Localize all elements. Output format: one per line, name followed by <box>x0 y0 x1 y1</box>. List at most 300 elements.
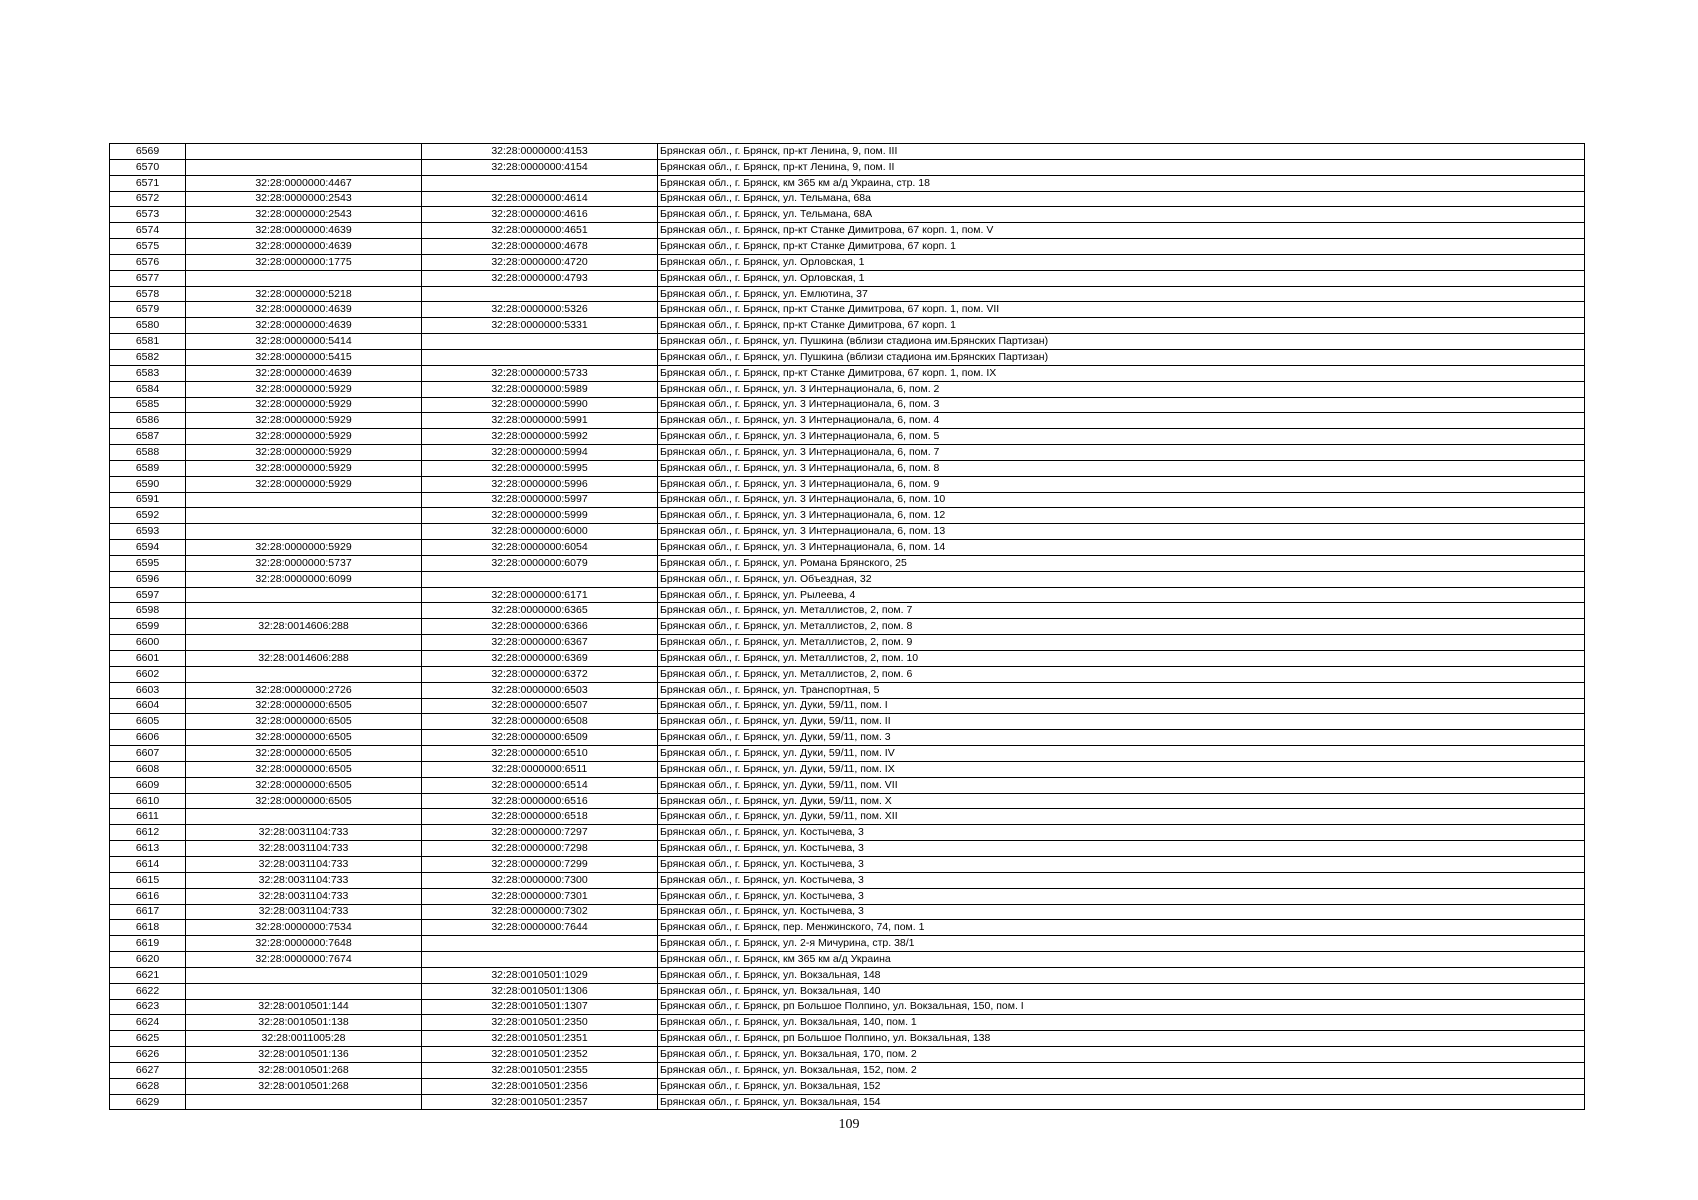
row-number-cell: 6587 <box>110 429 186 445</box>
building-cadastral-number-cell: 32:28:0000000:5997 <box>422 492 658 508</box>
building-cadastral-number-cell: 32:28:0000000:7302 <box>422 904 658 920</box>
address-cell: Брянская обл., г. Брянск, км 365 км а/д Украина, стр. 18 <box>660 176 930 189</box>
row-number-cell: 6627 <box>110 1062 186 1078</box>
registry-table-body <box>110 144 1585 1110</box>
address-cell: Брянская обл., г. Брянск, ул. Вокзальная, 152 <box>660 1079 881 1092</box>
land-cadastral-number-cell <box>186 508 422 524</box>
row-number-cell: 6590 <box>110 476 186 492</box>
address-cell: Брянская обл., г. Брянск, ул. 3 Интернационала, 6, пом. 9 <box>660 477 940 490</box>
address-cell: Брянская обл., г. Брянск, пр-кт Ленина, 9, пом. III <box>660 144 898 157</box>
table-row <box>110 476 1585 492</box>
table-row <box>110 191 1585 207</box>
table-row <box>110 1078 1585 1094</box>
address-cell: Брянская обл., г. Брянск, ул. Дуки, 59/11, пом. II <box>660 715 891 728</box>
land-cadastral-number-cell: 32:28:0000000:7674 <box>186 952 422 968</box>
table-row <box>110 714 1585 730</box>
row-number-cell: 6602 <box>110 666 186 682</box>
table-row <box>110 888 1585 904</box>
row-number-cell: 6608 <box>110 761 186 777</box>
building-cadastral-number-cell: 32:28:0000000:5994 <box>422 445 658 461</box>
table-row <box>110 302 1585 318</box>
building-cadastral-number-cell <box>422 936 658 952</box>
address-cell: Брянская обл., г. Брянск, ул. Дуки, 59/11, пом. I <box>660 699 888 712</box>
table-row <box>110 1094 1585 1110</box>
table-row <box>110 698 1585 714</box>
land-cadastral-number-cell <box>186 666 422 682</box>
land-cadastral-number-cell: 32:28:0031104:733 <box>186 856 422 872</box>
table-row <box>110 651 1585 667</box>
land-cadastral-number-cell: 32:28:0000000:1775 <box>186 254 422 270</box>
address-cell: Брянская обл., г. Брянск, пр-кт Станке Димитрова, 67 корп. 1 <box>660 239 956 252</box>
land-cadastral-number-cell: 32:28:0000000:5929 <box>186 397 422 413</box>
land-cadastral-number-cell <box>186 635 422 651</box>
building-cadastral-number-cell: 32:28:0000000:4720 <box>422 254 658 270</box>
land-cadastral-number-cell: 32:28:0000000:6505 <box>186 698 422 714</box>
table-row <box>110 793 1585 809</box>
row-number-cell: 6582 <box>110 349 186 365</box>
address-cell: Брянская обл., г. Брянск, ул. Пушкина (вблизи стадиона им.Брянских Партизан) <box>660 335 1049 348</box>
row-number-cell: 6581 <box>110 334 186 350</box>
row-number-cell: 6589 <box>110 460 186 476</box>
address-cell: Брянская обл., г. Брянск, ул. Вокзальная, 154 <box>660 1095 881 1108</box>
land-cadastral-number-cell: 32:28:0000000:4639 <box>186 365 422 381</box>
building-cadastral-number-cell: 32:28:0000000:6507 <box>422 698 658 714</box>
land-cadastral-number-cell: 32:28:0010501:268 <box>186 1062 422 1078</box>
table-row <box>110 746 1585 762</box>
building-cadastral-number-cell: 32:28:0010501:1029 <box>422 967 658 983</box>
table-row <box>110 635 1585 651</box>
table-row <box>110 381 1585 397</box>
building-cadastral-number-cell: 32:28:0000000:6367 <box>422 635 658 651</box>
building-cadastral-number-cell: 32:28:0000000:6171 <box>422 587 658 603</box>
land-cadastral-number-cell: 32:28:0031104:733 <box>186 825 422 841</box>
building-cadastral-number-cell: 32:28:0000000:5989 <box>422 381 658 397</box>
table-row <box>110 571 1585 587</box>
row-number-cell: 6622 <box>110 983 186 999</box>
address-cell: Брянская обл., г. Брянск, ул. Вокзальная, 152, пом. 2 <box>660 1063 917 1076</box>
building-cadastral-number-cell <box>422 334 658 350</box>
land-cadastral-number-cell: 32:28:0031104:733 <box>186 904 422 920</box>
land-cadastral-number-cell <box>186 159 422 175</box>
land-cadastral-number-cell: 32:28:0010501:136 <box>186 1047 422 1063</box>
address-cell: Брянская обл., г. Брянск, ул. Емлютина, 37 <box>660 287 868 300</box>
address-cell: Брянская обл., г. Брянск, рп Большое Полпино, ул. Вокзальная, 138 <box>660 1032 991 1045</box>
building-cadastral-number-cell: 32:28:0000000:5992 <box>422 429 658 445</box>
building-cadastral-number-cell: 32:28:0000000:7300 <box>422 872 658 888</box>
building-cadastral-number-cell: 32:28:0000000:5326 <box>422 302 658 318</box>
land-cadastral-number-cell: 32:28:0010501:144 <box>186 999 422 1015</box>
address-cell: Брянская обл., г. Брянск, ул. Костычева, 3 <box>660 826 864 839</box>
row-number-cell: 6620 <box>110 952 186 968</box>
table-row <box>110 809 1585 825</box>
table-row <box>110 777 1585 793</box>
address-cell: Брянская обл., г. Брянск, ул. 3 Интернационала, 6, пом. 8 <box>660 461 940 474</box>
table-row <box>110 413 1585 429</box>
row-number-cell: 6575 <box>110 239 186 255</box>
table-row <box>110 999 1585 1015</box>
address-cell: Брянская обл., г. Брянск, ул. Костычева, 3 <box>660 857 864 870</box>
table-row <box>110 429 1585 445</box>
table-row <box>110 872 1585 888</box>
land-cadastral-number-cell: 32:28:0000000:4639 <box>186 223 422 239</box>
table-row <box>110 334 1585 350</box>
building-cadastral-number-cell: 32:28:0000000:5999 <box>422 508 658 524</box>
row-number-cell: 6570 <box>110 159 186 175</box>
address-cell: Брянская обл., г. Брянск, ул. 3 Интернационала, 6, пом. 5 <box>660 430 940 443</box>
land-cadastral-number-cell: 32:28:0000000:7534 <box>186 920 422 936</box>
table-row <box>110 445 1585 461</box>
row-number-cell: 6574 <box>110 223 186 239</box>
land-cadastral-number-cell: 32:28:0000000:2543 <box>186 207 422 223</box>
land-cadastral-number-cell: 32:28:0000000:5414 <box>186 334 422 350</box>
address-cell: Брянская обл., г. Брянск, ул. Дуки, 59/11, пом. VII <box>660 778 898 791</box>
row-number-cell: 6609 <box>110 777 186 793</box>
row-number-cell: 6604 <box>110 698 186 714</box>
row-number-cell: 6610 <box>110 793 186 809</box>
table-row <box>110 825 1585 841</box>
address-cell: Брянская обл., г. Брянск, ул. Транспортная, 5 <box>660 683 880 696</box>
row-number-cell: 6615 <box>110 872 186 888</box>
land-cadastral-number-cell: 32:28:0000000:4467 <box>186 175 422 191</box>
address-cell: Брянская обл., г. Брянск, ул. Дуки, 59/11, пом. XII <box>660 810 898 823</box>
address-cell: Брянская обл., г. Брянск, ул. Вокзальная, 140, пом. 1 <box>660 1016 917 1029</box>
building-cadastral-number-cell: 32:28:0000000:5996 <box>422 476 658 492</box>
row-number-cell: 6617 <box>110 904 186 920</box>
building-cadastral-number-cell: 32:28:0000000:4614 <box>422 191 658 207</box>
building-cadastral-number-cell: 32:28:0010501:2351 <box>422 1031 658 1047</box>
building-cadastral-number-cell: 32:28:0000000:7644 <box>422 920 658 936</box>
address-cell: Брянская обл., г. Брянск, ул. Орловская, 1 <box>660 271 865 284</box>
address-cell: Брянская обл., г. Брянск, ул. Металлистов, 2, пом. 6 <box>660 667 913 680</box>
table-row <box>110 318 1585 334</box>
building-cadastral-number-cell <box>422 175 658 191</box>
address-cell: Брянская обл., г. Брянск, пр-кт Станке Димитрова, 67 корп. 1, пом. V <box>660 224 994 237</box>
land-cadastral-number-cell <box>186 1094 422 1110</box>
building-cadastral-number-cell: 32:28:0000000:6366 <box>422 619 658 635</box>
registry-table <box>109 143 1585 1110</box>
land-cadastral-number-cell: 32:28:0031104:733 <box>186 888 422 904</box>
row-number-cell: 6625 <box>110 1031 186 1047</box>
table-row <box>110 175 1585 191</box>
address-cell: Брянская обл., г. Брянск, рп Большое Полпино, ул. Вокзальная, 150, пом. I <box>660 1000 1024 1013</box>
building-cadastral-number-cell: 32:28:0000000:6372 <box>422 666 658 682</box>
land-cadastral-number-cell: 32:28:0000000:5929 <box>186 540 422 556</box>
table-row <box>110 603 1585 619</box>
table-row <box>110 587 1585 603</box>
building-cadastral-number-cell <box>422 286 658 302</box>
address-cell: Брянская обл., г. Брянск, ул. Вокзальная, 170, пом. 2 <box>660 1048 917 1061</box>
address-cell: Брянская обл., г. Брянск, ул. Рылеева, 4 <box>660 588 856 601</box>
building-cadastral-number-cell <box>422 952 658 968</box>
table-row <box>110 841 1585 857</box>
address-cell: Брянская обл., г. Брянск, ул. Металлистов, 2, пом. 7 <box>660 604 913 617</box>
table-row <box>110 540 1585 556</box>
land-cadastral-number-cell: 32:28:0014606:288 <box>186 651 422 667</box>
building-cadastral-number-cell: 32:28:0000000:5733 <box>422 365 658 381</box>
building-cadastral-number-cell: 32:28:0000000:7299 <box>422 856 658 872</box>
building-cadastral-number-cell: 32:28:0000000:7301 <box>422 888 658 904</box>
land-cadastral-number-cell: 32:28:0000000:6505 <box>186 714 422 730</box>
land-cadastral-number-cell: 32:28:0000000:6099 <box>186 571 422 587</box>
address-cell: Брянская обл., г. Брянск, ул. Дуки, 59/11, пом. IV <box>660 746 895 759</box>
building-cadastral-number-cell: 32:28:0000000:5995 <box>422 460 658 476</box>
table-row <box>110 952 1585 968</box>
table-row <box>110 1047 1585 1063</box>
table-row <box>110 904 1585 920</box>
address-cell: Брянская обл., г. Брянск, ул. Орловская, 1 <box>660 255 865 268</box>
row-number-cell: 6613 <box>110 841 186 857</box>
land-cadastral-number-cell: 32:28:0000000:5737 <box>186 555 422 571</box>
building-cadastral-number-cell: 32:28:0000000:6508 <box>422 714 658 730</box>
land-cadastral-number-cell: 32:28:0000000:5929 <box>186 413 422 429</box>
row-number-cell: 6583 <box>110 365 186 381</box>
table-row <box>110 1031 1585 1047</box>
row-number-cell: 6580 <box>110 318 186 334</box>
table-row <box>110 349 1585 365</box>
address-cell: Брянская обл., г. Брянск, ул. 3 Интернационала, 6, пом. 14 <box>660 541 946 554</box>
row-number-cell: 6584 <box>110 381 186 397</box>
row-number-cell: 6586 <box>110 413 186 429</box>
page-number: 109 <box>838 1117 860 1132</box>
row-number-cell: 6595 <box>110 555 186 571</box>
address-cell: Брянская обл., г. Брянск, км 365 км а/д Украина <box>660 952 891 965</box>
table-row <box>110 207 1585 223</box>
land-cadastral-number-cell <box>186 809 422 825</box>
address-cell: Брянская обл., г. Брянск, ул. 2-я Мичурина, стр. 38/1 <box>660 937 915 950</box>
row-number-cell: 6621 <box>110 967 186 983</box>
row-number-cell: 6607 <box>110 746 186 762</box>
land-cadastral-number-cell: 32:28:0000000:6505 <box>186 777 422 793</box>
row-number-cell: 6611 <box>110 809 186 825</box>
row-number-cell: 6571 <box>110 175 186 191</box>
table-row <box>110 492 1585 508</box>
table-row <box>110 666 1585 682</box>
row-number-cell: 6605 <box>110 714 186 730</box>
row-number-cell: 6600 <box>110 635 186 651</box>
row-number-cell: 6578 <box>110 286 186 302</box>
land-cadastral-number-cell: 32:28:0000000:7648 <box>186 936 422 952</box>
address-cell: Брянская обл., г. Брянск, ул. 3 Интернационала, 6, пом. 2 <box>660 382 940 395</box>
building-cadastral-number-cell: 32:28:0000000:7298 <box>422 841 658 857</box>
land-cadastral-number-cell: 32:28:0000000:6505 <box>186 793 422 809</box>
row-number-cell: 6598 <box>110 603 186 619</box>
address-cell: Брянская обл., г. Брянск, ул. Металлистов, 2, пом. 8 <box>660 620 913 633</box>
table-row <box>110 1015 1585 1031</box>
table-row <box>110 856 1585 872</box>
address-cell: Брянская обл., г. Брянск, ул. Костычева, 3 <box>660 873 864 886</box>
building-cadastral-number-cell: 32:28:0000000:6509 <box>422 730 658 746</box>
building-cadastral-number-cell: 32:28:0000000:6511 <box>422 761 658 777</box>
address-cell: Брянская обл., г. Брянск, ул. Тельмана, 68а <box>660 192 871 205</box>
address-cell: Брянская обл., г. Брянск, пр-кт Станке Димитрова, 67 корп. 1 <box>660 319 956 332</box>
land-cadastral-number-cell <box>186 270 422 286</box>
land-cadastral-number-cell: 32:28:0014606:288 <box>186 619 422 635</box>
land-cadastral-number-cell: 32:28:0000000:4639 <box>186 318 422 334</box>
address-cell: Брянская обл., г. Брянск, ул. Романа Брянского, 25 <box>660 556 907 569</box>
address-cell: Брянская обл., г. Брянск, пр-кт Станке Димитрова, 67 корп. 1, пом. IX <box>660 366 997 379</box>
table-row <box>110 508 1585 524</box>
row-number-cell: 6592 <box>110 508 186 524</box>
table-row <box>110 239 1585 255</box>
address-cell: Брянская обл., г. Брянск, пр-кт Станке Димитрова, 67 корп. 1, пом. VII <box>660 303 1000 316</box>
land-cadastral-number-cell: 32:28:0000000:4639 <box>186 239 422 255</box>
table-row <box>110 223 1585 239</box>
address-cell: Брянская обл., г. Брянск, ул. Дуки, 59/11, пом. 3 <box>660 731 891 744</box>
building-cadastral-number-cell: 32:28:0000000:7297 <box>422 825 658 841</box>
land-cadastral-number-cell: 32:28:0011005:28 <box>186 1031 422 1047</box>
land-cadastral-number-cell <box>186 144 422 160</box>
address-cell: Брянская обл., г. Брянск, ул. Объездная, 32 <box>660 572 872 585</box>
building-cadastral-number-cell <box>422 349 658 365</box>
row-number-cell: 6594 <box>110 540 186 556</box>
building-cadastral-number-cell: 32:28:0000000:6516 <box>422 793 658 809</box>
row-number-cell: 6618 <box>110 920 186 936</box>
row-number-cell: 6591 <box>110 492 186 508</box>
land-cadastral-number-cell: 32:28:0000000:6505 <box>186 730 422 746</box>
row-number-cell: 6573 <box>110 207 186 223</box>
row-number-cell: 6579 <box>110 302 186 318</box>
row-number-cell: 6572 <box>110 191 186 207</box>
address-cell: Брянская обл., г. Брянск, ул. 3 Интернационала, 6, пом. 10 <box>660 493 946 506</box>
table-row <box>110 524 1585 540</box>
building-cadastral-number-cell: 32:28:0000000:4616 <box>422 207 658 223</box>
address-cell: Брянская обл., г. Брянск, пр-кт Ленина, 9, пом. II <box>660 160 895 173</box>
building-cadastral-number-cell: 32:28:0000000:6000 <box>422 524 658 540</box>
address-cell: Брянская обл., г. Брянск, ул. 3 Интернационала, 6, пом. 3 <box>660 398 940 411</box>
row-number-cell: 6629 <box>110 1094 186 1110</box>
table-row <box>110 460 1585 476</box>
building-cadastral-number-cell: 32:28:0000000:5991 <box>422 413 658 429</box>
table-row <box>110 365 1585 381</box>
building-cadastral-number-cell: 32:28:0010501:2356 <box>422 1078 658 1094</box>
row-number-cell: 6616 <box>110 888 186 904</box>
table-row <box>110 286 1585 302</box>
building-cadastral-number-cell: 32:28:0010501:2352 <box>422 1047 658 1063</box>
building-cadastral-number-cell: 32:28:0000000:5990 <box>422 397 658 413</box>
land-cadastral-number-cell: 32:28:0031104:733 <box>186 872 422 888</box>
building-cadastral-number-cell: 32:28:0000000:6054 <box>422 540 658 556</box>
row-number-cell: 6619 <box>110 936 186 952</box>
land-cadastral-number-cell: 32:28:0031104:733 <box>186 841 422 857</box>
address-cell: Брянская обл., г. Брянск, ул. Металлистов, 2, пом. 10 <box>660 651 919 664</box>
address-cell: Брянская обл., г. Брянск, ул. Дуки, 59/11, пом. X <box>660 794 892 807</box>
building-cadastral-number-cell: 32:28:0010501:2355 <box>422 1062 658 1078</box>
building-cadastral-number-cell: 32:28:0000000:6079 <box>422 555 658 571</box>
row-number-cell: 6614 <box>110 856 186 872</box>
building-cadastral-number-cell: 32:28:0010501:2350 <box>422 1015 658 1031</box>
table-row <box>110 555 1585 571</box>
building-cadastral-number-cell: 32:28:0000000:4793 <box>422 270 658 286</box>
building-cadastral-number-cell: 32:28:0000000:6518 <box>422 809 658 825</box>
address-cell: Брянская обл., г. Брянск, ул. 3 Интернационала, 6, пом. 4 <box>660 414 940 427</box>
table-row <box>110 730 1585 746</box>
row-number-cell: 6603 <box>110 682 186 698</box>
table-row <box>110 1062 1585 1078</box>
address-cell: Брянская обл., г. Брянск, ул. Пушкина (вблизи стадиона им.Брянских Партизан) <box>660 350 1049 363</box>
table-row <box>110 144 1585 160</box>
address-cell: Брянская обл., г. Брянск, ул. Вокзальная, 140 <box>660 984 881 997</box>
address-cell: Брянская обл., г. Брянск, ул. 3 Интернационала, 6, пом. 7 <box>660 445 940 458</box>
row-number-cell: 6585 <box>110 397 186 413</box>
address-cell: Брянская обл., г. Брянск, пер. Менжинского, 74, пом. 1 <box>660 921 925 934</box>
address-cell: Брянская обл., г. Брянск, ул. Костычева, 3 <box>660 842 864 855</box>
land-cadastral-number-cell: 32:28:0000000:5929 <box>186 445 422 461</box>
row-number-cell: 6623 <box>110 999 186 1015</box>
table-row <box>110 920 1585 936</box>
building-cadastral-number-cell: 32:28:0000000:6503 <box>422 682 658 698</box>
building-cadastral-number-cell: 32:28:0000000:4678 <box>422 239 658 255</box>
building-cadastral-number-cell: 32:28:0000000:6365 <box>422 603 658 619</box>
land-cadastral-number-cell <box>186 524 422 540</box>
table-row <box>110 397 1585 413</box>
table-row <box>110 967 1585 983</box>
table-row <box>110 761 1585 777</box>
row-number-cell: 6612 <box>110 825 186 841</box>
building-cadastral-number-cell: 32:28:0000000:4154 <box>422 159 658 175</box>
row-number-cell: 6606 <box>110 730 186 746</box>
land-cadastral-number-cell: 32:28:0000000:6505 <box>186 761 422 777</box>
table-row <box>110 936 1585 952</box>
row-number-cell: 6577 <box>110 270 186 286</box>
building-cadastral-number-cell: 32:28:0000000:6514 <box>422 777 658 793</box>
building-cadastral-number-cell: 32:28:0010501:1307 <box>422 999 658 1015</box>
row-number-cell: 6601 <box>110 651 186 667</box>
table-row <box>110 159 1585 175</box>
land-cadastral-number-cell: 32:28:0000000:5415 <box>186 349 422 365</box>
row-number-cell: 6588 <box>110 445 186 461</box>
land-cadastral-number-cell <box>186 967 422 983</box>
land-cadastral-number-cell: 32:28:0000000:5929 <box>186 381 422 397</box>
address-cell: Брянская обл., г. Брянск, ул. Дуки, 59/11, пом. IX <box>660 762 895 775</box>
building-cadastral-number-cell <box>422 571 658 587</box>
address-cell: Брянская обл., г. Брянск, ул. Тельмана, 68А <box>660 208 873 221</box>
address-cell: Брянская обл., г. Брянск, ул. Костычева, 3 <box>660 889 864 902</box>
table-row <box>110 254 1585 270</box>
land-cadastral-number-cell: 32:28:0010501:138 <box>186 1015 422 1031</box>
building-cadastral-number-cell: 32:28:0010501:1306 <box>422 983 658 999</box>
row-number-cell: 6576 <box>110 254 186 270</box>
row-number-cell: 6624 <box>110 1015 186 1031</box>
land-cadastral-number-cell <box>186 492 422 508</box>
address-cell: Брянская обл., г. Брянск, ул. 3 Интернационала, 6, пом. 12 <box>660 509 946 522</box>
row-number-cell: 6569 <box>110 144 186 160</box>
building-cadastral-number-cell: 32:28:0010501:2357 <box>422 1094 658 1110</box>
land-cadastral-number-cell: 32:28:0000000:2543 <box>186 191 422 207</box>
land-cadastral-number-cell: 32:28:0000000:4639 <box>186 302 422 318</box>
building-cadastral-number-cell: 32:28:0000000:5331 <box>422 318 658 334</box>
land-cadastral-number-cell: 32:28:0000000:5218 <box>186 286 422 302</box>
table-row <box>110 983 1585 999</box>
row-number-cell: 6596 <box>110 571 186 587</box>
address-cell: Брянская обл., г. Брянск, ул. 3 Интернационала, 6, пом. 13 <box>660 525 946 538</box>
row-number-cell: 6628 <box>110 1078 186 1094</box>
land-cadastral-number-cell <box>186 983 422 999</box>
address-cell: Брянская обл., г. Брянск, ул. Вокзальная, 148 <box>660 968 881 981</box>
building-cadastral-number-cell: 32:28:0000000:6510 <box>422 746 658 762</box>
row-number-cell: 6597 <box>110 587 186 603</box>
land-cadastral-number-cell: 32:28:0000000:2726 <box>186 682 422 698</box>
land-cadastral-number-cell <box>186 603 422 619</box>
land-cadastral-number-cell: 32:28:0000000:5929 <box>186 460 422 476</box>
building-cadastral-number-cell: 32:28:0000000:4153 <box>422 144 658 160</box>
building-cadastral-number-cell: 32:28:0000000:4651 <box>422 223 658 239</box>
address-cell: Брянская обл., г. Брянск, ул. Металлистов, 2, пом. 9 <box>660 636 913 649</box>
address-cell: Брянская обл., г. Брянск, ул. Костычева, 3 <box>660 905 864 918</box>
table-row <box>110 270 1585 286</box>
table-row <box>110 682 1585 698</box>
land-cadastral-number-cell <box>186 587 422 603</box>
table-row <box>110 619 1585 635</box>
